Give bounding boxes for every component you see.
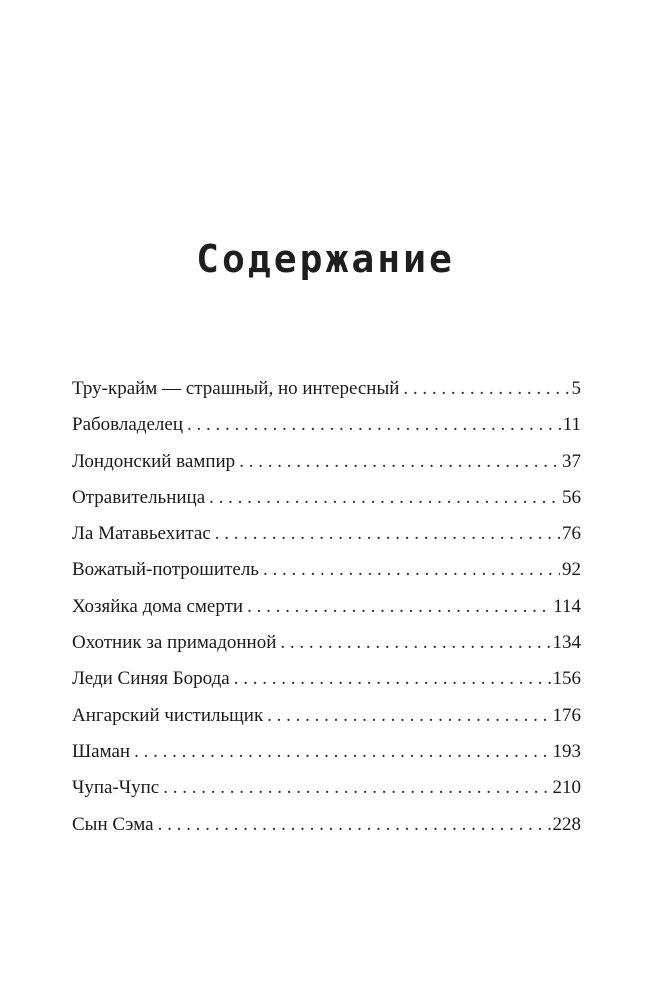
toc-entry-page-number: 114 xyxy=(553,595,581,617)
dot-leader xyxy=(134,734,550,770)
toc-entry-title: Хозяйка дома смерти xyxy=(72,595,244,617)
toc-entry-page-number: 37 xyxy=(562,450,581,472)
toc-entry xyxy=(72,444,581,480)
toc-entry-title: Ангарский чистильщик xyxy=(72,704,264,726)
dot-leader xyxy=(247,589,551,625)
toc-entry-title: Ла Матавьехитас xyxy=(72,523,211,545)
toc-entry xyxy=(72,625,581,661)
toc-entry xyxy=(72,371,581,407)
dot-leader xyxy=(403,371,569,407)
toc-entry xyxy=(72,698,581,734)
toc-entry-title: Сын Сэма xyxy=(72,813,154,835)
toc-entry-page-number: 156 xyxy=(552,668,581,690)
toc-entry xyxy=(72,552,581,588)
toc-entry-title: Леди Синяя Борода xyxy=(72,668,230,690)
toc-entry-title: Рабовладелец xyxy=(72,414,183,436)
dot-leader xyxy=(239,444,560,480)
toc-entry-title: Чупа-Чупс xyxy=(72,777,160,799)
toc-entry xyxy=(72,770,581,806)
toc-entry-page-number: 210 xyxy=(552,777,581,799)
toc-entry-page-number: 193 xyxy=(552,740,581,762)
toc-entry-page-number: 76 xyxy=(562,523,581,545)
dot-leader xyxy=(263,552,560,588)
toc-entry-page-number: 134 xyxy=(552,632,581,654)
dot-leader xyxy=(209,480,560,516)
toc-entry-title: Охотник за примадонной xyxy=(72,632,277,654)
dot-leader xyxy=(215,516,560,552)
dot-leader xyxy=(187,407,561,443)
toc-entry xyxy=(72,589,581,625)
dot-leader xyxy=(163,770,550,806)
toc-entry-page-number: 56 xyxy=(562,486,581,508)
toc-entry xyxy=(72,407,581,443)
dot-leader xyxy=(158,807,551,843)
page-title: Содержание xyxy=(196,237,455,282)
toc-entry-title: Отравительница xyxy=(72,486,206,508)
toc-entry-page-number: 5 xyxy=(571,378,581,399)
toc-entry-page-number: 228 xyxy=(552,813,581,835)
toc-entry-title: Лондонский вампир xyxy=(72,450,236,472)
toc-entry-page-number: 11 xyxy=(562,414,581,436)
dot-leader xyxy=(234,661,551,697)
toc-entry xyxy=(72,516,581,552)
toc-entry xyxy=(72,807,581,843)
toc-entry-title: Вожатый-потрошитель xyxy=(72,559,259,581)
table-of-contents xyxy=(72,371,581,843)
toc-entry-title: Тру-крайм — страшный, но интересный xyxy=(72,378,400,399)
toc-entry xyxy=(72,734,581,770)
toc-entry xyxy=(72,661,581,697)
toc-entry xyxy=(72,480,581,516)
dot-leader xyxy=(280,625,550,661)
toc-entry-page-number: 92 xyxy=(562,559,581,581)
dot-leader xyxy=(267,698,550,734)
toc-entry-page-number: 176 xyxy=(552,704,581,726)
toc-entry-title: Шаман xyxy=(72,740,131,762)
